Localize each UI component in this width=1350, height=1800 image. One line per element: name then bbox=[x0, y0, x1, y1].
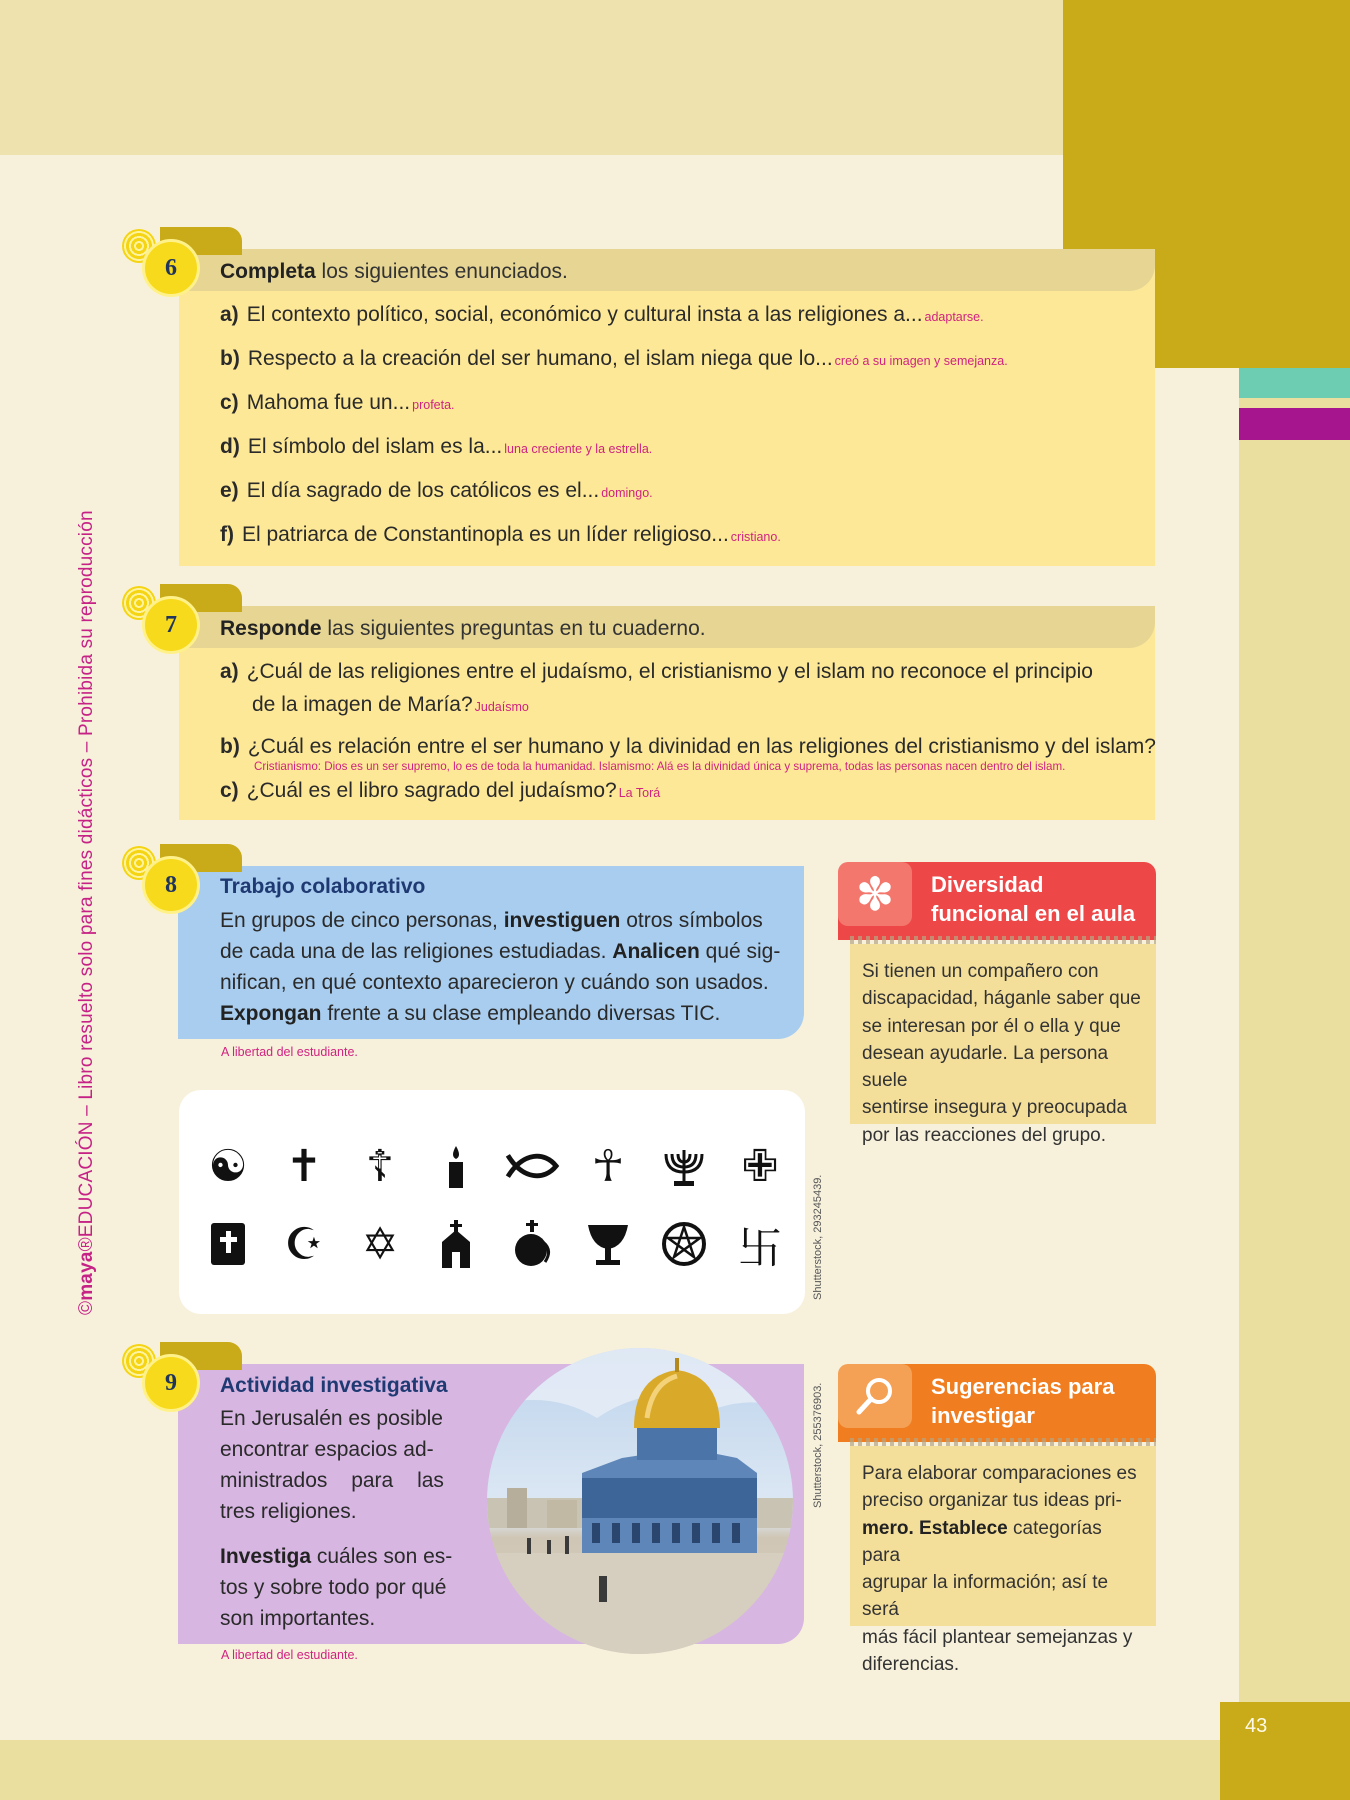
statement-c: c) Mahoma fue un... profeta. bbox=[220, 391, 455, 414]
statement-f: f) El patriarca de Constantinopla es un líder religioso... cristiano. bbox=[220, 523, 781, 546]
star-of-david-icon: ✡ bbox=[361, 1218, 399, 1270]
answer: profeta. bbox=[412, 398, 455, 412]
candle-icon bbox=[428, 1138, 484, 1194]
suggestions-box-text: Para elaborar comparaciones es preciso organizar tus ideas pri- mero. Establece categorías para agrupar la información; así te será más fácil plantear semejanzas y diferencias. bbox=[850, 1446, 1156, 1626]
orthodox-cross-icon: ☦ bbox=[365, 1140, 395, 1192]
activity-number: 7 bbox=[142, 596, 200, 654]
cross-bottony-icon: ✙ bbox=[741, 1140, 779, 1192]
activity-8-answer: A libertad del estudiante. bbox=[221, 1045, 358, 1059]
pentacle-icon bbox=[656, 1216, 712, 1272]
answer: La Torá bbox=[618, 786, 661, 800]
bible-icon bbox=[200, 1216, 256, 1272]
answer-b: Cristianismo: Dios es un ser supremo, lo es de toda la humanidad. Islamismo: Alá es la divinidad única y suprema, todas las personas nacen dentro del islam. bbox=[254, 760, 1066, 773]
question-c: c) ¿Cuál es el libro sagrado del judaísmo? La Torá bbox=[220, 779, 661, 802]
flower-icon: ✽ bbox=[838, 862, 912, 926]
page-number-box bbox=[1220, 1702, 1350, 1800]
activity-8-badge bbox=[120, 844, 200, 908]
activity-9-badge bbox=[120, 1342, 200, 1406]
ichthys-icon bbox=[504, 1138, 560, 1194]
activity-9-answer: A libertad del estudiante. bbox=[221, 1648, 358, 1662]
photo-credit: Shutterstock, 255376903. bbox=[812, 1382, 824, 1508]
orb-icon bbox=[504, 1216, 560, 1272]
purple-strip bbox=[1239, 408, 1350, 440]
question-b: b) ¿Cuál es relación entre el ser humano y la divinidad en las religiones del cristianismo y del islam? bbox=[220, 735, 1156, 758]
zigzag-divider bbox=[850, 936, 1156, 944]
question-a-cont: de la imagen de María? Judaísmo bbox=[252, 693, 529, 716]
activity-6-heading: Completa los siguientes enunciados. bbox=[220, 260, 568, 283]
dome-of-the-rock-photo bbox=[487, 1348, 793, 1654]
answer: cristiano. bbox=[730, 530, 781, 544]
activity-7-badge bbox=[120, 584, 200, 648]
ankh-icon: ☥ bbox=[591, 1140, 625, 1192]
collaborative-work-text: En grupos de cinco personas, investiguen otros símbolos de cada una de las religiones estudiadas. Analicen qué sig- nifican, en qué contexto aparecieron y cuándo son usados. Expongan frente a su clase empleando diversas TIC. bbox=[220, 909, 781, 1025]
chalice-icon bbox=[580, 1216, 636, 1272]
diversity-box-title: Diversidad funcional en el aula bbox=[931, 872, 1136, 926]
diversity-box-text: Si tienen un compañero con discapacidad, háganle saber que se interesan por él o ella y que desean ayudarle. La persona suele sentirse insegura y preocupada por las reacciones del grupo. bbox=[850, 944, 1156, 1124]
menorah-icon bbox=[656, 1138, 712, 1194]
activity-7-heading: Responde las siguientes preguntas en tu cuaderno. bbox=[220, 617, 706, 640]
answer: Judaísmo bbox=[474, 700, 529, 714]
statement-d: d) El símbolo del islam es la... luna creciente y la estrella. bbox=[220, 435, 653, 458]
answer: luna creciente y la estrella. bbox=[504, 442, 653, 456]
answer: creó a su imagen y semejanza. bbox=[834, 354, 1008, 368]
answer: adaptarse. bbox=[924, 310, 984, 324]
activity-number: 8 bbox=[142, 856, 200, 914]
swastika-icon: 卐 bbox=[738, 1223, 782, 1274]
star-and-crescent-icon: ☪ bbox=[284, 1218, 324, 1270]
side-notice: ©maya®EDUCACIÓN – Libro resuelto solo para fines didácticos – Prohibida su reproducción bbox=[76, 510, 97, 1315]
research-activity-title: Actividad investigativa bbox=[220, 1374, 448, 1397]
brand-logo: maya bbox=[76, 1251, 97, 1301]
latin-cross-icon: ✝ bbox=[285, 1140, 323, 1192]
statement-a: a) El contexto político, social, económico y cultural insta a las religiones a... adaptarse. bbox=[220, 303, 984, 326]
activity-6-badge bbox=[120, 227, 200, 291]
zigzag-divider bbox=[850, 1438, 1156, 1446]
magnifying-glass-icon bbox=[838, 1364, 912, 1428]
collaborative-work-title: Trabajo colaborativo bbox=[220, 875, 426, 898]
right-margin-band bbox=[1239, 155, 1350, 1800]
bottom-band bbox=[0, 1740, 1239, 1800]
symbols-image-credit: Shutterstock, 293245439. bbox=[812, 1174, 824, 1300]
statement-e: e) El día sagrado de los católicos es el... domingo. bbox=[220, 479, 653, 502]
statement-b: b) Respecto a la creación del ser humano, el islam niega que lo... creó a su imagen y semejanza. bbox=[220, 347, 1008, 370]
activity-number: 6 bbox=[142, 239, 200, 297]
answer: domingo. bbox=[601, 486, 653, 500]
church-icon bbox=[428, 1216, 484, 1272]
teal-strip bbox=[1239, 368, 1350, 398]
research-activity-text: En Jerusalén es posible encontrar espacios ad- ministrados para las tres religiones. Investiga cuáles son es- tos y sobre todo por qué son importantes. bbox=[220, 1407, 453, 1630]
question-a: a) ¿Cuál de las religiones entre el judaísmo, el cristianismo y el islam no reconoce el principio bbox=[220, 660, 1093, 683]
page-number: 43 bbox=[1245, 1715, 1268, 1737]
activity-number: 9 bbox=[142, 1354, 200, 1412]
suggestions-box-title: Sugerencias para investigar bbox=[931, 1374, 1115, 1428]
yin-yang-icon: ☯ bbox=[208, 1140, 248, 1192]
religious-symbols-image bbox=[179, 1090, 805, 1314]
